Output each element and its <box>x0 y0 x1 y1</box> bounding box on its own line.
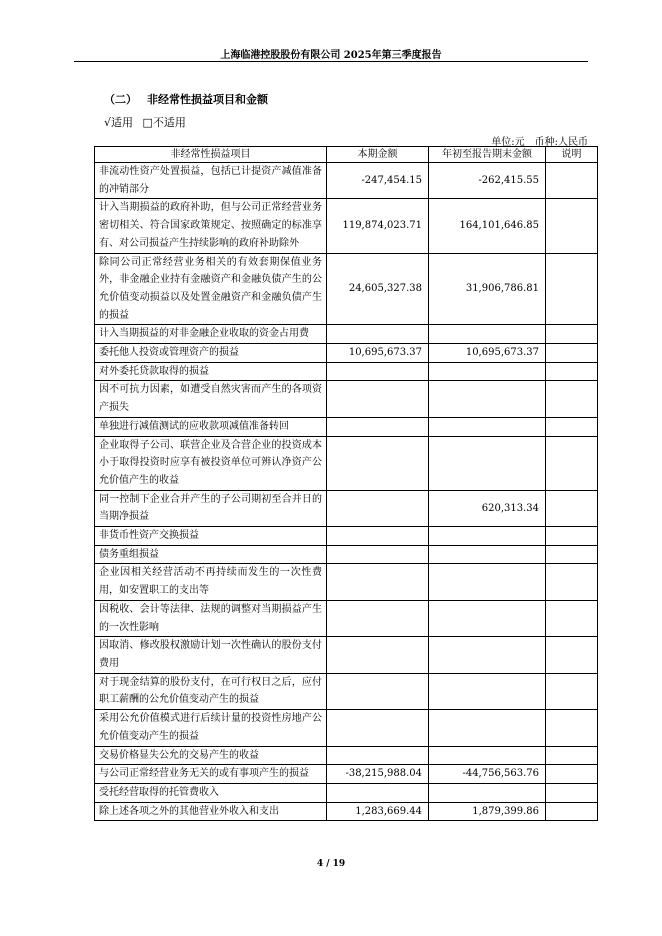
row-note <box>546 545 598 564</box>
row-current <box>327 710 429 746</box>
row-note <box>546 362 598 381</box>
row-current <box>327 417 429 436</box>
row-item: 委托他人投资或管理资产的损益 <box>95 344 327 363</box>
row-note <box>546 381 598 417</box>
applicable-options <box>104 114 192 130</box>
row-item: 同一控制下企业合并产生的子公司期初至合并日的当期净损益 <box>95 490 327 526</box>
row-current <box>327 600 429 636</box>
row-note <box>546 344 598 363</box>
header-item: 非经常性损益项目 <box>95 147 327 163</box>
row-item: 因税收、会计等法律、法规的调整对当期损益产生的一次性影响 <box>95 600 327 636</box>
row-note <box>546 490 598 526</box>
row-current: 24,605,327.38 <box>327 253 429 325</box>
table-row <box>95 490 598 526</box>
row-note <box>546 417 598 436</box>
row-ytd <box>429 673 546 709</box>
table-row <box>95 362 598 381</box>
row-note <box>546 163 598 199</box>
row-item: 因不可抗力因素，如遭受自然灾害而产生的各项资产损失 <box>95 381 327 417</box>
table-row <box>95 746 598 765</box>
row-item: 因取消、修改股权激励计划一次性确认的股份支付费用 <box>95 637 327 673</box>
row-item: 除上述各项之外的其他营业外收入和支出 <box>95 802 327 821</box>
section-heading: 非经常性损益项目和金额 <box>147 93 268 106</box>
table-row <box>95 417 598 436</box>
row-ytd <box>429 637 546 673</box>
currency-unit: 单位:元 <box>491 137 525 148</box>
row-note <box>546 199 598 253</box>
table-row <box>95 564 598 600</box>
table-row <box>95 381 598 417</box>
row-current: 10,695,673.37 <box>327 344 429 363</box>
header-note: 说明 <box>546 147 598 163</box>
table-row <box>95 710 598 746</box>
row-item: 非货币性资产交换损益 <box>95 527 327 546</box>
applicable-yes: √适用 <box>104 116 134 129</box>
row-current <box>327 436 429 490</box>
row-item: 企业取得子公司、联营企业及合营企业的投资成本小于取得投资时应享有被投资单位可辨认净资产公允价值产生的收益 <box>95 436 327 490</box>
row-ytd <box>429 381 546 417</box>
report-header: 上海临港控股股份有限公司 2025年第三季度报告 <box>220 50 442 61</box>
row-item: 对于现金结算的股份支付，在可行权日之后，应付职工薪酬的公允价值变动产生的损益 <box>95 673 327 709</box>
row-note <box>546 637 598 673</box>
table-row <box>95 163 598 199</box>
row-current <box>327 637 429 673</box>
row-item: 采用公允价值模式进行后续计量的投资性房地产公允价值变动产生的损益 <box>95 710 327 746</box>
row-ytd: 620,313.34 <box>429 490 546 526</box>
row-item: 单独进行减值测试的应收款项减值准备转回 <box>95 417 327 436</box>
row-current <box>327 564 429 600</box>
row-note <box>546 765 598 784</box>
row-ytd: 1,879,399.86 <box>429 802 546 821</box>
row-ytd <box>429 362 546 381</box>
table-row <box>95 199 598 253</box>
row-note <box>546 783 598 802</box>
page-number: 4 / 19 <box>316 859 346 869</box>
row-note <box>546 527 598 546</box>
row-ytd: 164,101,646.85 <box>429 199 546 253</box>
row-current <box>327 783 429 802</box>
row-current <box>327 746 429 765</box>
row-ytd: 31,906,786.81 <box>429 253 546 325</box>
row-note <box>546 710 598 746</box>
row-ytd <box>429 783 546 802</box>
row-ytd <box>429 746 546 765</box>
table-row <box>95 802 598 821</box>
applicable-no: □不适用 <box>142 116 186 129</box>
currency: 币种:人民币 <box>534 137 588 148</box>
row-ytd <box>429 545 546 564</box>
row-item: 非流动性资产处置损益，包括已计提资产减值准备的冲销部分 <box>95 163 327 199</box>
table-row <box>95 527 598 546</box>
table-row <box>95 600 598 636</box>
row-ytd <box>429 417 546 436</box>
table-header-row <box>95 147 598 163</box>
table-row <box>95 436 598 490</box>
header-rule <box>74 61 588 62</box>
row-ytd <box>429 710 546 746</box>
row-current: -38,215,988.04 <box>327 765 429 784</box>
table-row <box>95 673 598 709</box>
header-current: 本期金额 <box>327 147 429 163</box>
row-ytd: 10,695,673.37 <box>429 344 546 363</box>
row-note <box>546 600 598 636</box>
row-item: 除同公司正常经营业务相关的有效套期保值业务外，非金融企业持有金融资产和金融负债产生的公允价值变动损益以及处置金融资产和金融负债产生的损益 <box>95 253 327 325</box>
table-row <box>95 637 598 673</box>
table-row <box>95 325 598 344</box>
row-item: 对外委托贷款取得的损益 <box>95 362 327 381</box>
table-row <box>95 545 598 564</box>
row-current <box>327 381 429 417</box>
section-number: （二） <box>104 93 137 106</box>
row-item: 与公司正常经营业务无关的或有事项产生的损益 <box>95 765 327 784</box>
table-row <box>95 765 598 784</box>
row-ytd <box>429 436 546 490</box>
row-note <box>546 746 598 765</box>
row-item: 债务重组损益 <box>95 545 327 564</box>
row-current: 119,874,023.71 <box>327 199 429 253</box>
row-note <box>546 253 598 325</box>
row-current <box>327 490 429 526</box>
row-item: 企业因相关经营活动不再持续而发生的一次性费用，如安置职工的支出等 <box>95 564 327 600</box>
row-item: 计入当期损益的对非金融企业收取的资金占用费 <box>95 325 327 344</box>
table-row <box>95 344 598 363</box>
row-current: 1,283,669.44 <box>327 802 429 821</box>
row-note <box>546 436 598 490</box>
table-row <box>95 253 598 325</box>
row-item: 计入当期损益的政府补助，但与公司正常经营业务密切相关、符合国家政策规定、按照确定的标准享有、对公司损益产生持续影响的政府补助除外 <box>95 199 327 253</box>
row-ytd <box>429 600 546 636</box>
row-item: 受托经营取得的托管费收入 <box>95 783 327 802</box>
table-row <box>95 783 598 802</box>
section-title <box>104 91 268 107</box>
row-ytd: -262,415.55 <box>429 163 546 199</box>
row-note <box>546 325 598 344</box>
row-ytd <box>429 527 546 546</box>
row-current <box>327 325 429 344</box>
row-current: -247,454.15 <box>327 163 429 199</box>
header-ytd: 年初至报告期末金额 <box>429 147 546 163</box>
non-recurring-items-table <box>94 146 598 821</box>
row-note <box>546 673 598 709</box>
row-current <box>327 545 429 564</box>
row-current <box>327 527 429 546</box>
row-current <box>327 673 429 709</box>
row-ytd <box>429 325 546 344</box>
row-note <box>546 564 598 600</box>
row-current <box>327 362 429 381</box>
row-ytd <box>429 564 546 600</box>
row-item: 交易价格显失公允的交易产生的收益 <box>95 746 327 765</box>
row-ytd: -44,756,563.76 <box>429 765 546 784</box>
row-note <box>546 802 598 821</box>
